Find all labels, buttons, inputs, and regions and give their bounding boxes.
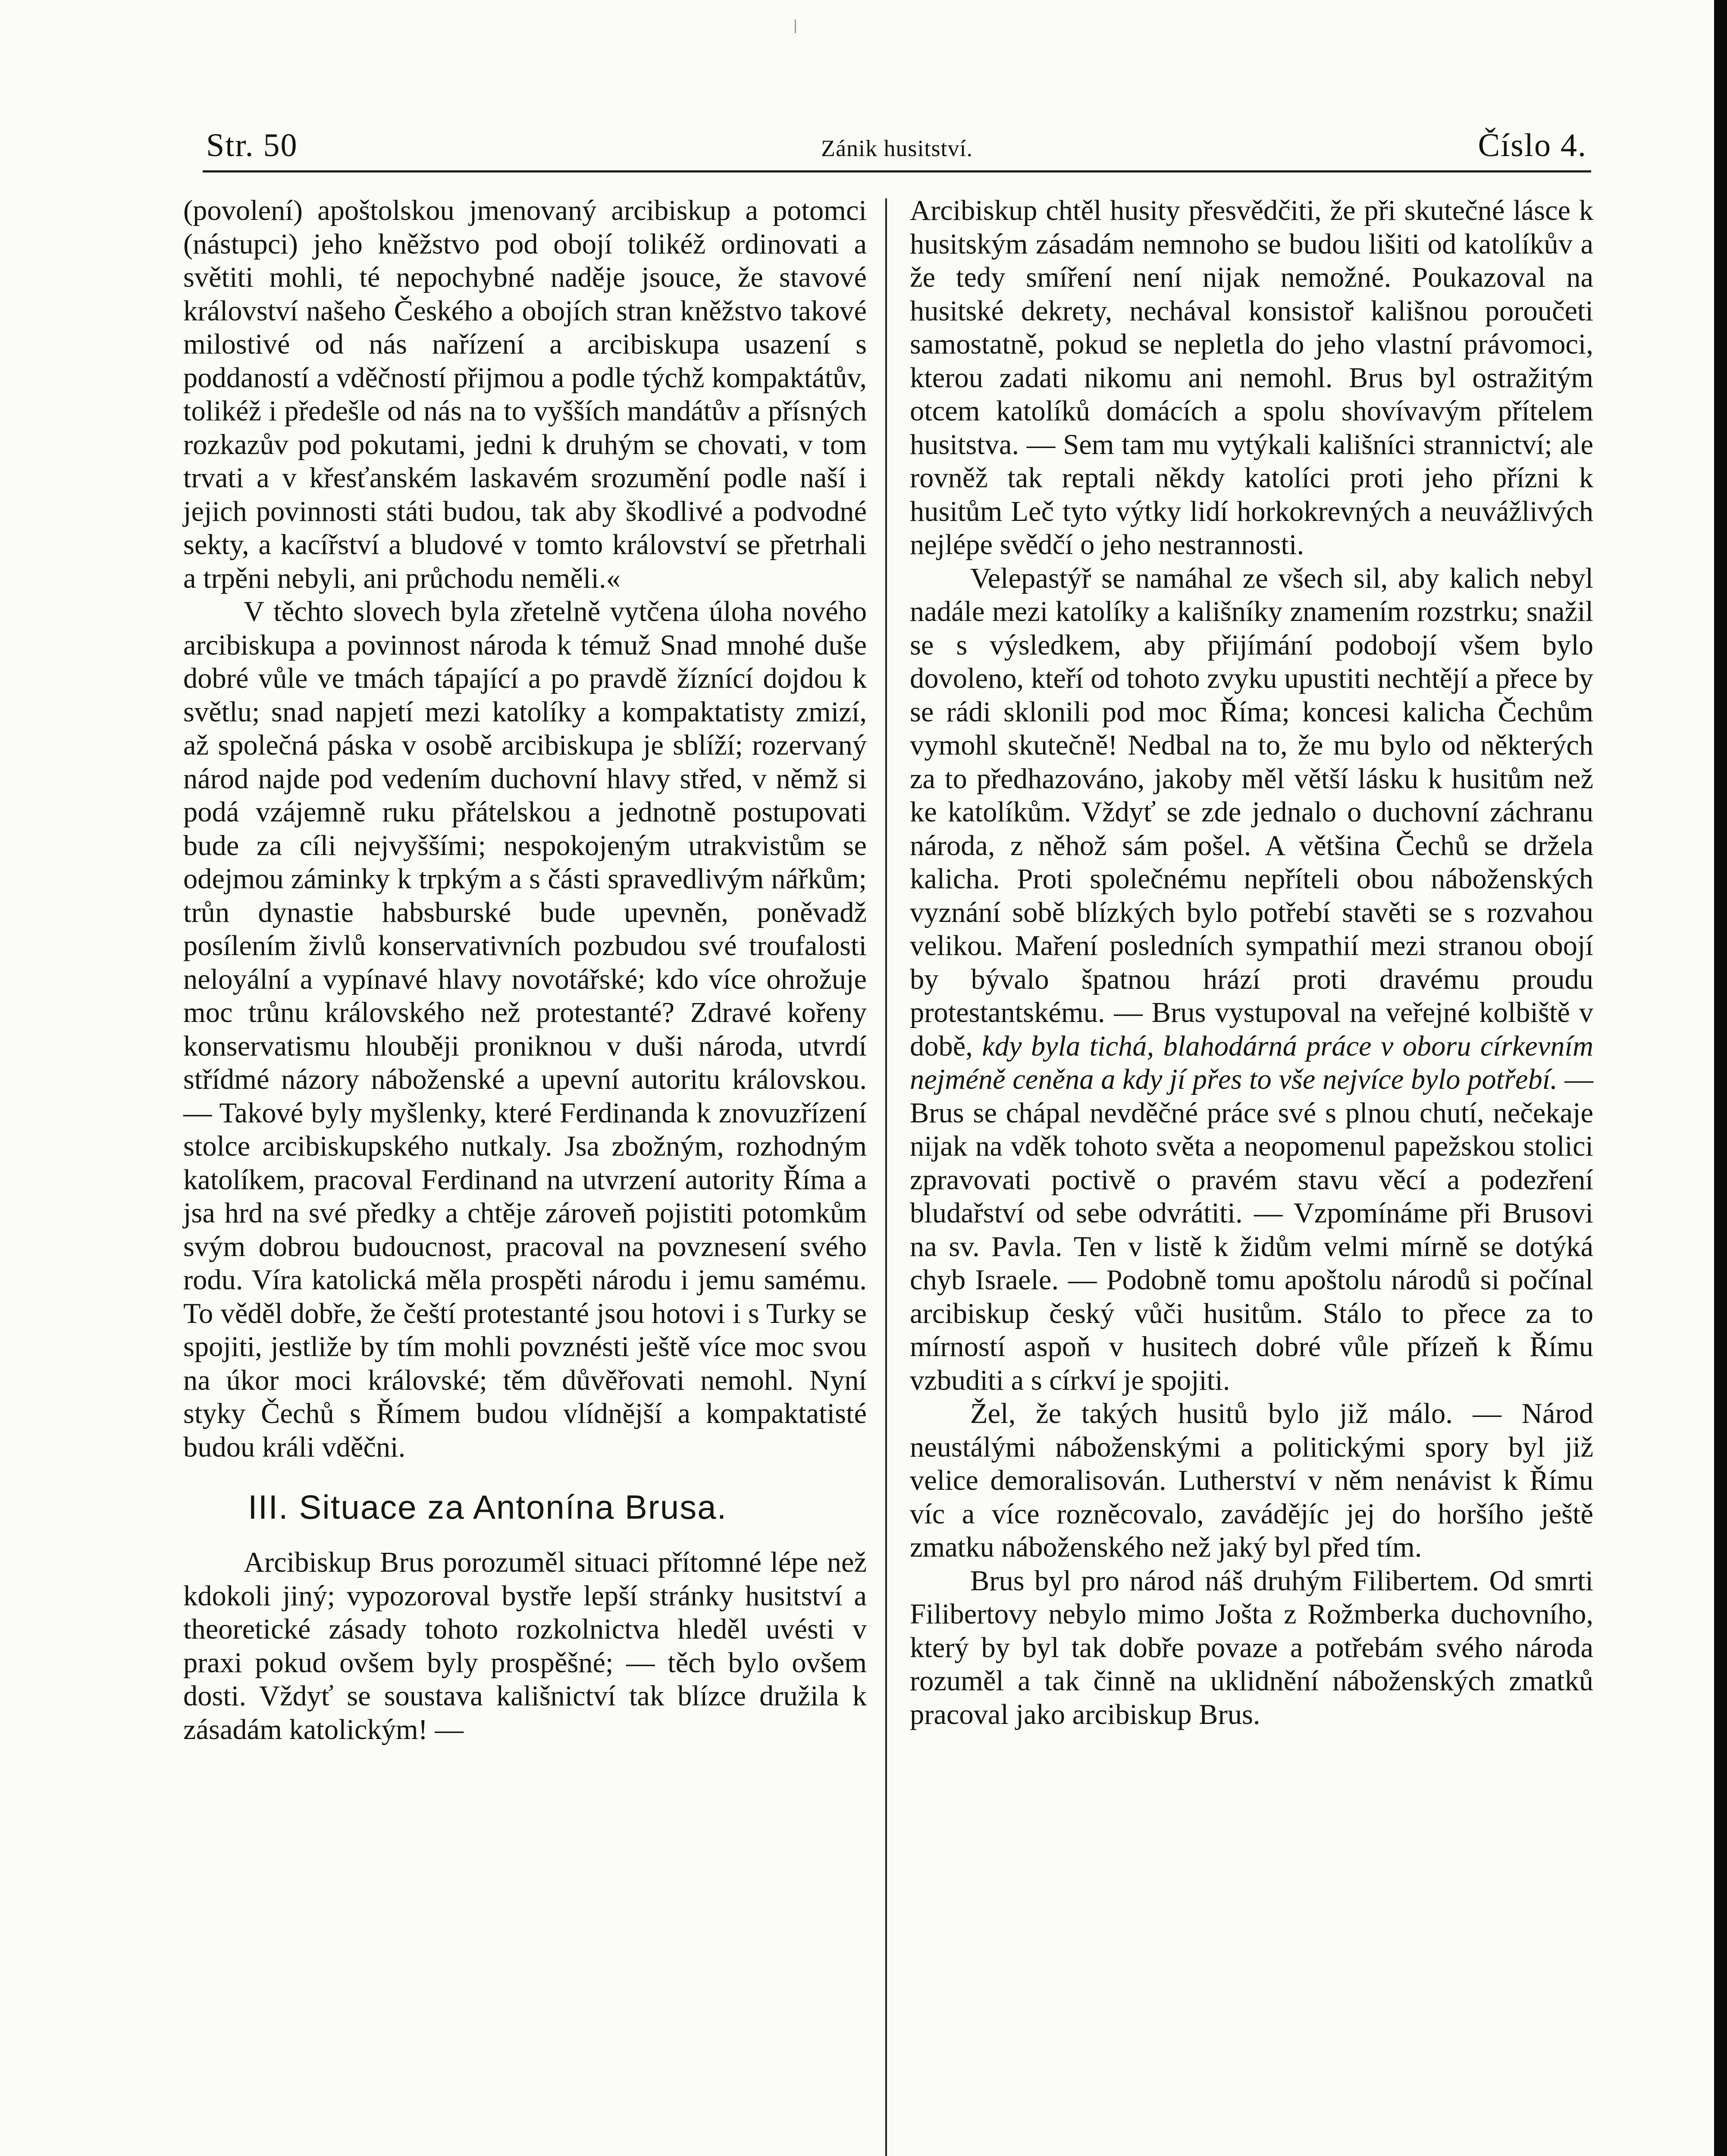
italic-text: kdy byla tichá, blahodárná práce v oboru církevním nejméně ceněna a kdy jí přes to vše nejvíce bylo potřebí. bbox=[910, 1030, 1594, 1095]
section-heading: III. Situace za Antonína Brusa. bbox=[248, 1488, 727, 1526]
issue-number: Číslo 4. bbox=[1478, 127, 1587, 163]
header-rule bbox=[203, 170, 1591, 172]
column-divider bbox=[885, 198, 887, 2156]
right-column bbox=[910, 194, 1593, 1731]
scan-mark bbox=[795, 19, 796, 33]
page-header bbox=[203, 123, 1591, 170]
paragraph: Arcibiskup Brus porozuměl situaci přítomné lépe než kdokoli jiný; vypozoroval bystře lepší stránky husitství a theoretické zásady tohoto rozkolnictva hleděl uvésti v praxi pokud ovšem byly prospěšné; — těch bylo ovšem dosti. Vždyť se soustava kališnictví tak blízce družila k zásadám katolickým! — bbox=[183, 1547, 867, 1745]
text-run: — Brus se chápal nevděčné práce své s plnou chutí, nečekaje nijak na vděk tohoto světa a neopomenul papežskou stolici zpravovati poctivě o pravém stavu věcí a podezření bludařství od sebe odvrátiti. — Vzpomínáme při Brusovi na sv. Pavla. Ten v listě k židům velmi mírně se dotýká chyb Israele. — Podobně tomu apoštolu národů si počínal arcibiskup český vůči husitům. Stálo to přece za to mírností aspoň v husitech dobré vůle přízeň k Římu vzbuditi a s církví je spojiti. bbox=[910, 1064, 1594, 1396]
left-column bbox=[183, 194, 867, 1746]
page-number: Str. 50 bbox=[206, 127, 298, 163]
paragraph: (povolení) apoštolskou jmenovaný arcibiskup a potomci (nástupci) jeho kněžstvo pod obojí tolikéž ordinovati a světiti mohli, té nepochybné naděje jsouce, že stavové království našeho Českého a obojích stran kněžstvo takové milostivé od nás nařízení a arcibiskupa usazení s poddaností a vděčností přijmou a podle týchž kompaktátův, tolikéž i předešle od nás na to vyšších mandátův a přísných rozkazův pod pokutami, jedni k druhým se chovati, v tom trvati a v křesťanském laskavém srozumění podle naší i jejich povinnosti státi budou, tak aby škodlivé a podvodné sekty, a kacířství a bludové v tomto království se přetrhali a trpěni nebyli, ani průchodu neměli.« bbox=[183, 195, 867, 594]
paragraph: Brus byl pro národ náš druhým Filibertem. Od smrti Filibertovy nebylo mimo Jošta z Rožmberka duchovního, který by byl tak dobře povaze a potřebám svého národa rozuměl a tak činně na uklidnění náboženských zmatků pracoval jako arcibiskup Brus. bbox=[910, 1565, 1593, 1730]
text-run: Velepastýř se namáhal ze všech sil, aby kalich nebyl nadále mezi katolíky a kališníky znamením rozstrku; snažil se s výsledkem, aby přijímání podobojí všem bylo dovoleno, kteří od tohoto zvyku upustiti nechtějí a přece by se rádi sklonili pod moc Říma; koncesi kalicha Čechům vymohl skutečně! Nedbal na to, že mu bylo od některých za to předhazováno, jakoby měl větší lásku k husitům než ke katolíkům. Vždyť se zde jednalo o duchovní záchranu národa, z něhož sám pošel. A většina Čechů se držela kalicha. Proti společnému nepříteli obou náboženských vyznání sobě blízkých bylo potřebí stavěti se s rozvahou velikou. Maření posledních sympathií mezi stranou obojí by bývalo špatnou hrází proti dravému proudu protestantskému. — Brus vystupoval na veřejné kolbiště v době, bbox=[910, 562, 1593, 1062]
paragraph-with-italic bbox=[910, 562, 1593, 1398]
paragraph: Arcibiskup chtěl husity přesvědčiti, že při skutečné lásce k husitským zásadám nemnoho se budou lišiti od katolíkův a že tedy smíření není nijak nemožné. Poukazoval na husitské dekrety, nechával konsistoř kališnou poroučeti samostatně, pokud se nepletla do jeho vlastní právomoci, kterou zadati nikomu ani nemohl. Brus byl ostražitým otcem katolíků domácích a spolu shovívavým přítelem husitstva. — Sem tam mu vytýkali kališníci strannictví; ale rovněž tak reptali někdy katolíci proti jeho přízni k husitům Leč tyto výtky lidí horkokrevných a neuvážlivých nejlépe svědčí o jeho nestrannosti. bbox=[910, 195, 1593, 561]
paragraph: V těchto slovech byla zřetelně vytčena úloha nového arcibiskupa a povinnost národa k témuž Snad mnohé duše dobré vůle ve tmách tápající a po pravdě žíznící dojdou k světlu; snad napjetí mezi katolíky a kompaktatisty zmizí, až společná páska v osobě arcibiskupa je sblíží; rozervaný národ najde pod vedením duchovní hlavy střed, v němž si podá vzájemně ruku přátelskou a jednotně postupovati bude za cíli nejvyššími; nespokojeným utrakvistům se odejmou záminky k trpkým a s části spravedlivým nářkům; trůn dynastie habsburské bude upevněn, poněvadž posílením živlů konservativních pozbudou své troufalosti neloyální a vypínavé hlavy novotářské; kdo více ohrožuje moc trůnu královského než protestanté? Zdravé kořeny konservatismu hlouběji proniknou v duši národa, utvrdí střídmé názory náboženské a upevní autoritu královskou. — Takové byly myšlenky, které Ferdinanda k znovuzřízení stolce arcibiskupského nutkaly. Jsa zbožným, rozhodným katolíkem, pracoval Ferdinand na utvrzení autority Říma a jsa hrd na své předky a chtěje zároveň pojistiti potomkům svým dobrou budoucnost, pracoval na povznesení svého rodu. Víra katolická měla prospěti národu i jemu samému. To věděl dobře, že čeští protestanté jsou hotovi i s Turky se spojiti, jestliže by tím mohli povznésti ještě více moc svou na úkor moci královské; těm důvěřovati nemohl. Nyní styky Čechů s Římem budou vlídnější a kompaktatisté budou králi vděčni. bbox=[183, 596, 867, 1463]
paragraph: Žel, že takých husitů bylo již málo. — Národ neustálými náboženskými a politickými spory byl již velice demoralisován. Lutherství v něm nenávist k Římu víc a více rozněcovalo, zavádějíc jej do horšího ještě zmatku náboženského než jaký byl před tím. bbox=[910, 1398, 1593, 1563]
scan-border bbox=[1714, 0, 1727, 2156]
running-title: Zánik husitství. bbox=[821, 135, 973, 161]
